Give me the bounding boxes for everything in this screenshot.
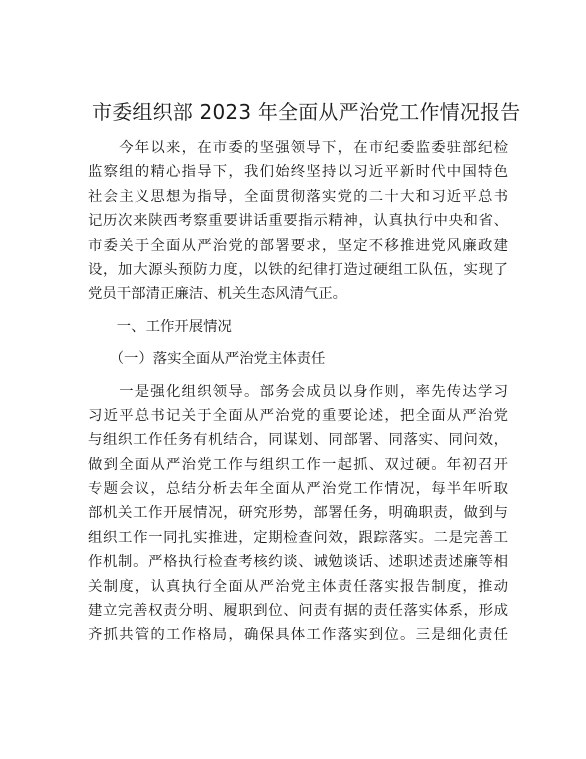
text-line: 与组织工作任务有机结合，同谋划、同部署、同落实、同问效， <box>88 432 508 449</box>
document-body <box>88 136 508 648</box>
body-paragraph <box>88 380 508 648</box>
text-line: 市委关于全面从严治党的部署要求，坚定不移推进党风廉政建 <box>88 237 508 254</box>
text-line: 记历次来陕西考察重要讲话重要指示精神，认真执行中央和省、 <box>88 213 508 230</box>
subsection-heading <box>88 347 508 371</box>
text-line: 社会主义思想为指导，全面贯彻落实党的二十大和习近平总书 <box>88 188 508 205</box>
document-title: 市委组织部 2023 年全面从严治党工作情况报告 <box>92 100 521 124</box>
text-line: 建立完善权责分明、履职到位、问责有据的责任落实体系，形成 <box>88 603 508 620</box>
subsection-heading-text: （一）落实全面从严治党主体责任 <box>88 351 326 368</box>
text-line: 做到全面从严治党工作与组织工作一起抓、双过硬。年初召开 <box>88 456 508 473</box>
text-line: 齐抓共管的工作格局，确保具体工作落实到位。三是细化责任 <box>88 627 508 644</box>
text-line: 组织工作一同扎实推进，定期检查问效，跟踪落实。二是完善工 <box>88 529 508 546</box>
text-line: 部机关工作开展情况，研究形势，部署任务，明确职责，做到与 <box>88 505 508 522</box>
text-line: 监察组的精心指导下，我们始终坚持以习近平新时代中国特色 <box>88 164 508 181</box>
text-line: 党员干部清正廉洁、机关生态风清气正。 <box>88 286 348 303</box>
text-line: 习近平总书记关于全面从严治党的重要论述，把全面从严治党 <box>88 407 508 424</box>
text-line: 专题会议，总结分析去年全面从严治党工作情况，每半年听取 <box>88 481 508 498</box>
text-line: 一是强化组织领导。部务会成员以身作则，率先传达学习 <box>88 383 508 400</box>
section-heading <box>88 315 508 339</box>
text-line: 设，加大源头预防力度，以铁的纪律打造过硬组工队伍，实现了 <box>88 261 508 278</box>
text-line: 作机制。严格执行检查考核约谈、诫勉谈话、述职述责述廉等相 <box>88 554 508 571</box>
text-line: 关制度，认真执行全面从严治党主体责任落实报告制度，推动 <box>88 578 508 595</box>
section-heading-text: 一、工作开展情况 <box>88 318 232 335</box>
text-line: 今年以来，在市委的坚强领导下，在市纪委监委驻部纪检 <box>88 140 508 156</box>
intro-paragraph <box>88 136 508 307</box>
